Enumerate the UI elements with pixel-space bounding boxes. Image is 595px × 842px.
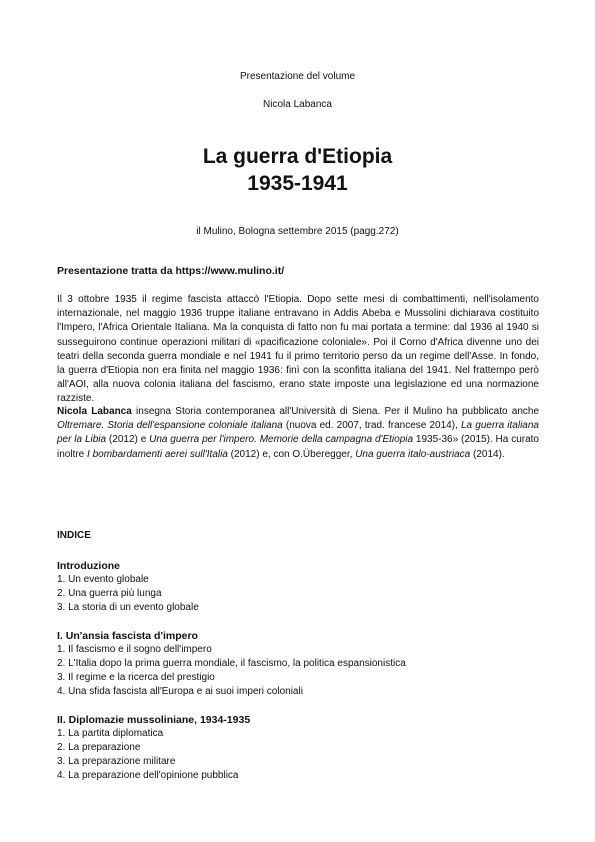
index-section-title: II. Diplomazie mussoliniane, 1934-1935 xyxy=(57,714,251,726)
author-bio-paragraph xyxy=(57,405,539,462)
book-title xyxy=(0,143,595,197)
index-item: 4. La preparazione dell'opinione pubblica xyxy=(57,770,239,781)
publisher-line: il Mulino, Bologna settembre 2015 (pagg.272) xyxy=(196,226,399,237)
index-section-title: I. Un'ansia fascista d'impero xyxy=(57,630,198,642)
bio-book-title: Oltremare. Storia dell'espansione coloniale italiana xyxy=(57,420,283,432)
index-item: 4. Una sfida fascista all'Europa e ai suoi imperi coloniali xyxy=(57,686,303,697)
bio-text: 1935-36» (2015). Ha curato inoltre xyxy=(57,434,539,460)
index-item-list xyxy=(57,573,539,615)
index-item: 2. Una guerra più lunga xyxy=(57,588,162,599)
bio-book-title: Una guerra per l'impero. Memorie della campagna d'Etiopia xyxy=(149,434,414,446)
bio-book-title: La guerra italiana per la Libia xyxy=(57,420,539,446)
book-title-line-1: La guerra d'Etiopia xyxy=(202,145,393,168)
index-item: 1. Un evento globale xyxy=(57,574,149,585)
bio-author-name: Nicola Labanca xyxy=(57,406,132,417)
index-item-list xyxy=(57,643,539,699)
index-heading: INDICE xyxy=(57,530,91,541)
index-item: 2. La preparazione xyxy=(57,742,141,753)
author-name: Nicola Labanca xyxy=(263,99,332,110)
index-section xyxy=(57,629,539,699)
document-kicker: Presentazione del volume xyxy=(239,71,356,82)
bio-text: (2014). xyxy=(470,448,505,460)
index-item-list xyxy=(57,727,539,783)
bio-text: (nuova ed. 2007, trad. francese 2014), xyxy=(282,420,461,432)
bio-book-title: Una guerra italo-austriaca xyxy=(355,448,471,460)
presentation-paragraph: Il 3 ottobre 1935 il regime fascista attaccò l'Etiopia. Dopo sette mesi di combattimenti, nell'isolamento internazionale, nel maggio 1936 truppe italiane entravano in Addis Abeba e Mussolini dichiarava costituito l'Impero, l'Africa Orientale Italiana. Ma la conquista di fatto non fu mai portata a termine: dal 1936 al 1940 si susseguirono continue operazioni militari di «pacificazione coloniale». Poi il Corno d'Africa divenne uno dei teatri della seconda guerra mondiale e nel 1941 fu il primo territorio perso da un regime dell'Asse. In fondo, la guerra d'Etiopia non era finita nel maggio 1936: finì con la sconfitta italiana del 1941. Nel frattempo però all'AOI, alla nuova colonia italiana del fascismo, erano state imposte una legislazione ed una normazione razziste. xyxy=(57,294,539,405)
index-item: 1. La partita diplomatica xyxy=(57,728,164,739)
index-item: 1. Il fascismo e il sogno dell'impero xyxy=(57,644,212,655)
index-section xyxy=(57,713,539,783)
book-title-line-2: 1935-1941 xyxy=(247,172,348,195)
index-item: 2. L'Italia dopo la prima guerra mondiale, il fascismo, la politica espansionistica xyxy=(57,658,406,669)
bio-text: insegna Storia contemporanea all'Università di Siena. Per il Mulino ha pubblicato anche xyxy=(131,406,540,417)
index-item: 3. Il regime e la ricerca del prestigio xyxy=(57,672,215,683)
index-section xyxy=(57,559,539,615)
index-section-title: Introduzione xyxy=(57,560,120,572)
bio-text: (2012) e xyxy=(106,434,150,446)
bio-text: (2012) e, con O.Überegger, xyxy=(227,448,356,460)
index-item: 3. La preparazione militare xyxy=(57,756,176,767)
source-line: Presentazione tratta da https://www.mulino.it/ xyxy=(57,265,285,277)
index-item: 3. La storia di un evento globale xyxy=(57,602,199,613)
bio-book-title: I bombardamenti aerei sull'Italia xyxy=(87,448,228,460)
